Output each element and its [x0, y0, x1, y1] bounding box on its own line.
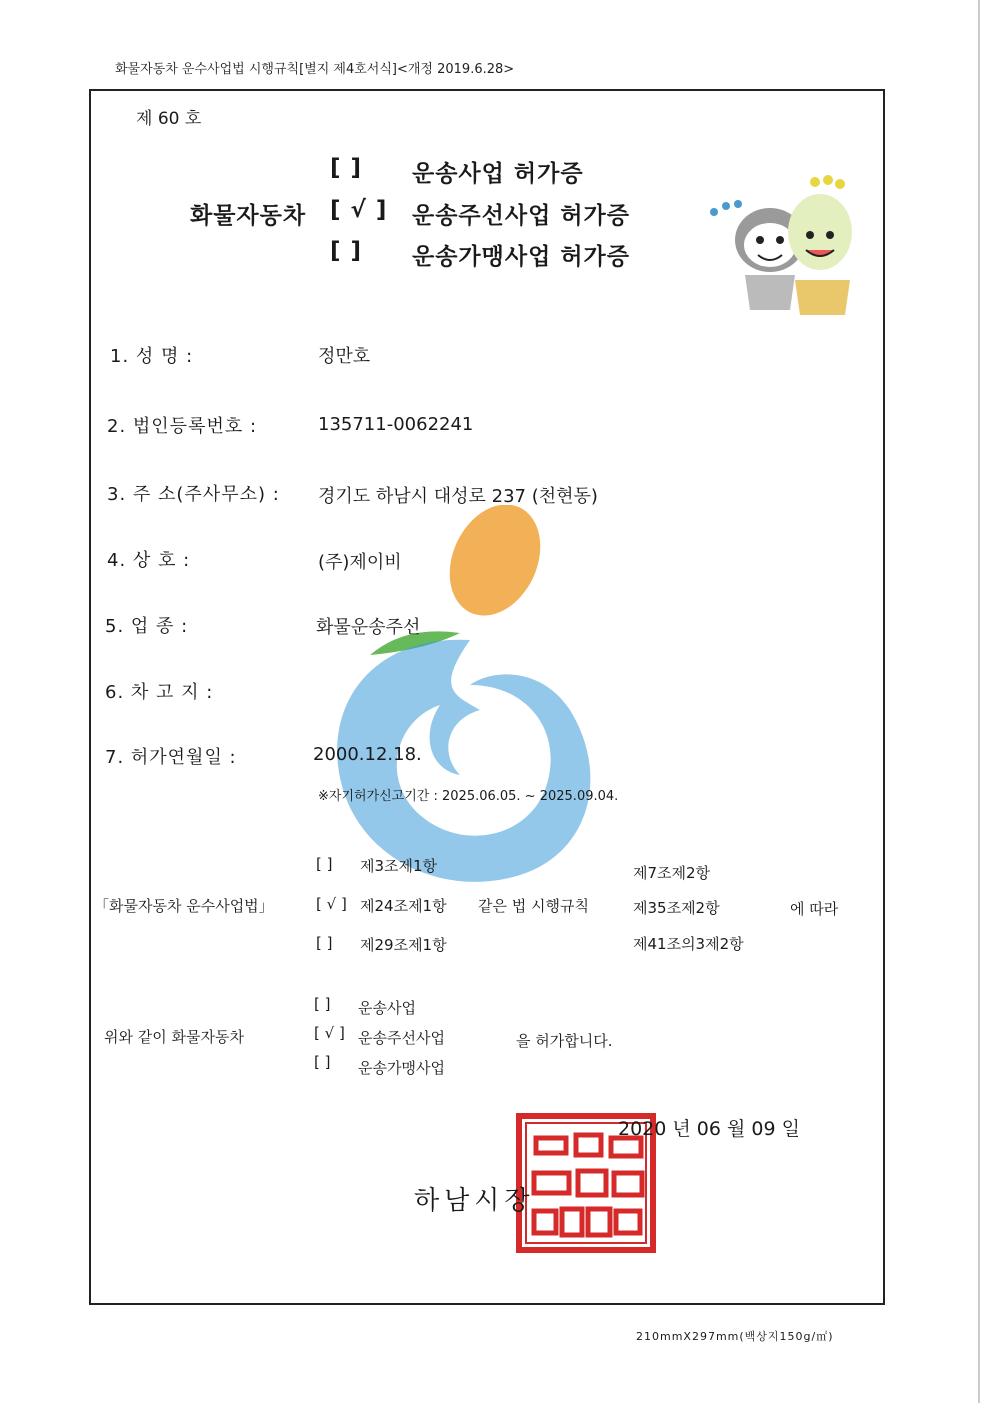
title-bracket-1: [ ]: [330, 155, 363, 181]
grant-bracket-2: [ √ ]: [314, 1024, 345, 1042]
issue-date: 2020 년 06 월 09 일: [618, 1118, 800, 1140]
field-value-business-type: 화물운송주선: [316, 617, 421, 638]
grant-option-3: 운송가맹사업: [358, 1059, 445, 1077]
grant-bracket-3: [ ]: [314, 1053, 331, 1071]
field-value-name: 정만호: [318, 346, 371, 367]
field-label-address: 3. 주 소(주사무소) :: [107, 484, 280, 505]
grant-option-1: 운송사업: [358, 999, 416, 1017]
title-bracket-2: [ √ ]: [330, 197, 388, 223]
grant-option-2: 운송주선사업: [358, 1029, 445, 1047]
paper-spec-footer: 210mmX297mm(백상지150g/㎡): [636, 1330, 834, 1343]
field-label-name: 1. 성 명 :: [110, 346, 194, 367]
field-label-company: 4. 상 호 :: [107, 550, 191, 571]
law-article-bracket-2: [ √ ]: [316, 895, 347, 913]
title-prefix: 화물자동차: [190, 203, 307, 229]
title-line-1: 운송사업 허가증: [412, 161, 584, 187]
field-label-business-type: 5. 업 종 :: [105, 616, 189, 637]
field-value-corp-number: 135711-0062241: [318, 414, 474, 435]
law-name: 「화물자동차 운수사업법」: [94, 897, 274, 915]
title-line-3: 운송가맹사업 허가증: [412, 244, 630, 270]
grant-suffix: 을 허가합니다.: [516, 1032, 613, 1050]
field-value-address: 경기도 하남시 대성로 237 (천현동): [318, 486, 598, 507]
field-label-permit-date: 7. 허가연월일 :: [105, 747, 237, 768]
mascot-characters-icon: [700, 170, 870, 320]
law-article-bracket-3: [ ]: [316, 934, 333, 952]
field-value-permit-date: 2000.12.18.: [313, 744, 422, 765]
law-article-3: 제29조제1항: [360, 936, 447, 954]
field-label-garage: 6. 차 고 지 :: [105, 682, 214, 703]
grant-bracket-1: [ ]: [314, 995, 331, 1013]
law-middle-text: 같은 법 시행규칙: [478, 897, 589, 915]
field-label-corp-number: 2. 법인등록번호 :: [107, 416, 258, 437]
title-line-2: 운송주선사업 허가증: [412, 203, 630, 229]
law-article-2: 제24조제1항: [360, 897, 447, 915]
scan-edge-line: [978, 0, 980, 1403]
rule-article-3: 제41조의3제2항: [633, 935, 744, 953]
rule-article-2: 제35조제2항: [633, 899, 720, 917]
issuer-mayor: 하남시장: [414, 1186, 535, 1216]
law-suffix: 에 따라: [790, 900, 839, 918]
law-article-1: 제3조제1항: [360, 857, 438, 875]
report-period-note: ※자기허가신고기간 : 2025.06.05. ~ 2025.09.04.: [318, 789, 619, 804]
title-bracket-3: [ ]: [330, 238, 363, 264]
document-number: 제 60 호: [136, 109, 202, 129]
form-reference: 화물자동차 운수사업법 시행규칙[별지 제4호서식]<개정 2019.6.28>: [115, 62, 515, 77]
grant-prefix: 위와 같이 화물자동차: [104, 1028, 244, 1046]
law-article-bracket-1: [ ]: [316, 855, 333, 873]
field-value-company: (주)제이비: [318, 552, 402, 573]
rule-article-1: 제7조제2항: [633, 864, 711, 882]
